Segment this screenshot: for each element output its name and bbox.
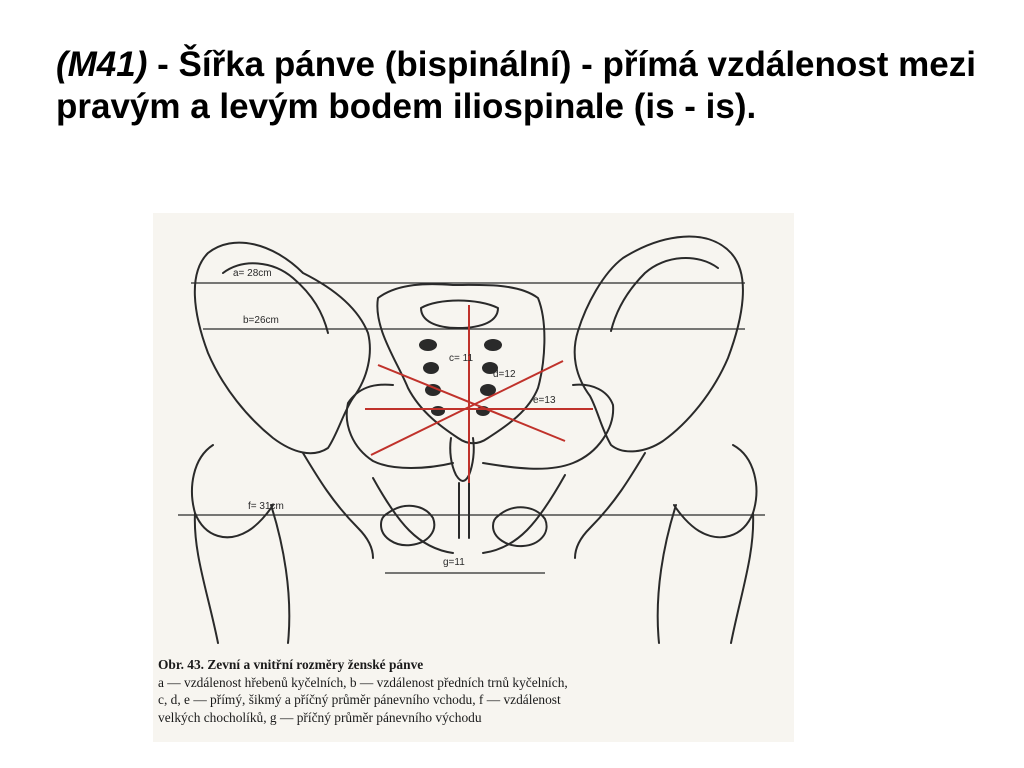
slide-title bbox=[56, 44, 976, 127]
right-femur bbox=[658, 445, 757, 643]
sacral-foramen bbox=[484, 339, 502, 351]
left-obturator bbox=[381, 506, 434, 545]
left-ischium bbox=[303, 453, 373, 558]
sacral-foramen bbox=[423, 362, 439, 374]
caption-line: velkých chocholíků, g — příčný průměr pánevního východu bbox=[158, 709, 482, 725]
pelvis-anatomy-illustration bbox=[153, 213, 794, 653]
pelvic-inlet bbox=[347, 385, 613, 469]
caption-line: c, d, e — přímý, šikmý a příčný průměr pánevního vchodu, f — vzdálenost bbox=[158, 692, 561, 708]
right-obturator bbox=[493, 507, 547, 546]
title-text: - Šířka pánve (bispinální) - přímá vzdálenost mezi pravým a levým bodem iliospinale (is - is). bbox=[56, 45, 976, 126]
left-femur bbox=[192, 445, 289, 643]
caption-heading: Obr. 43. Zevní a vnitřní rozměry ženské pánve bbox=[158, 657, 424, 672]
coccyx bbox=[450, 438, 474, 481]
label-c: c= 11 bbox=[449, 353, 473, 364]
label-b: b=26cm bbox=[243, 315, 279, 326]
label-d: d=12 bbox=[493, 369, 516, 380]
figure-caption bbox=[158, 656, 790, 726]
measurement-code: (M41) bbox=[56, 45, 148, 84]
right-iliac-inner bbox=[611, 258, 718, 331]
pelvis-figure bbox=[153, 213, 794, 742]
label-f: f= 31cm bbox=[248, 501, 284, 512]
sacral-foramen bbox=[431, 406, 445, 416]
label-e: e=13 bbox=[533, 395, 556, 406]
pubic-symphysis bbox=[459, 483, 469, 538]
label-g: g=11 bbox=[443, 557, 465, 568]
left-iliac-wing bbox=[195, 243, 370, 454]
label-a: a= 28cm bbox=[233, 268, 272, 279]
sacral-promontory bbox=[421, 301, 498, 329]
right-ischium bbox=[575, 453, 645, 558]
sacral-foramen bbox=[419, 339, 437, 351]
caption-line: a — vzdálenost hřebenů kyčelních, b — vzdálenost předních trnů kyčelních, bbox=[158, 674, 568, 690]
